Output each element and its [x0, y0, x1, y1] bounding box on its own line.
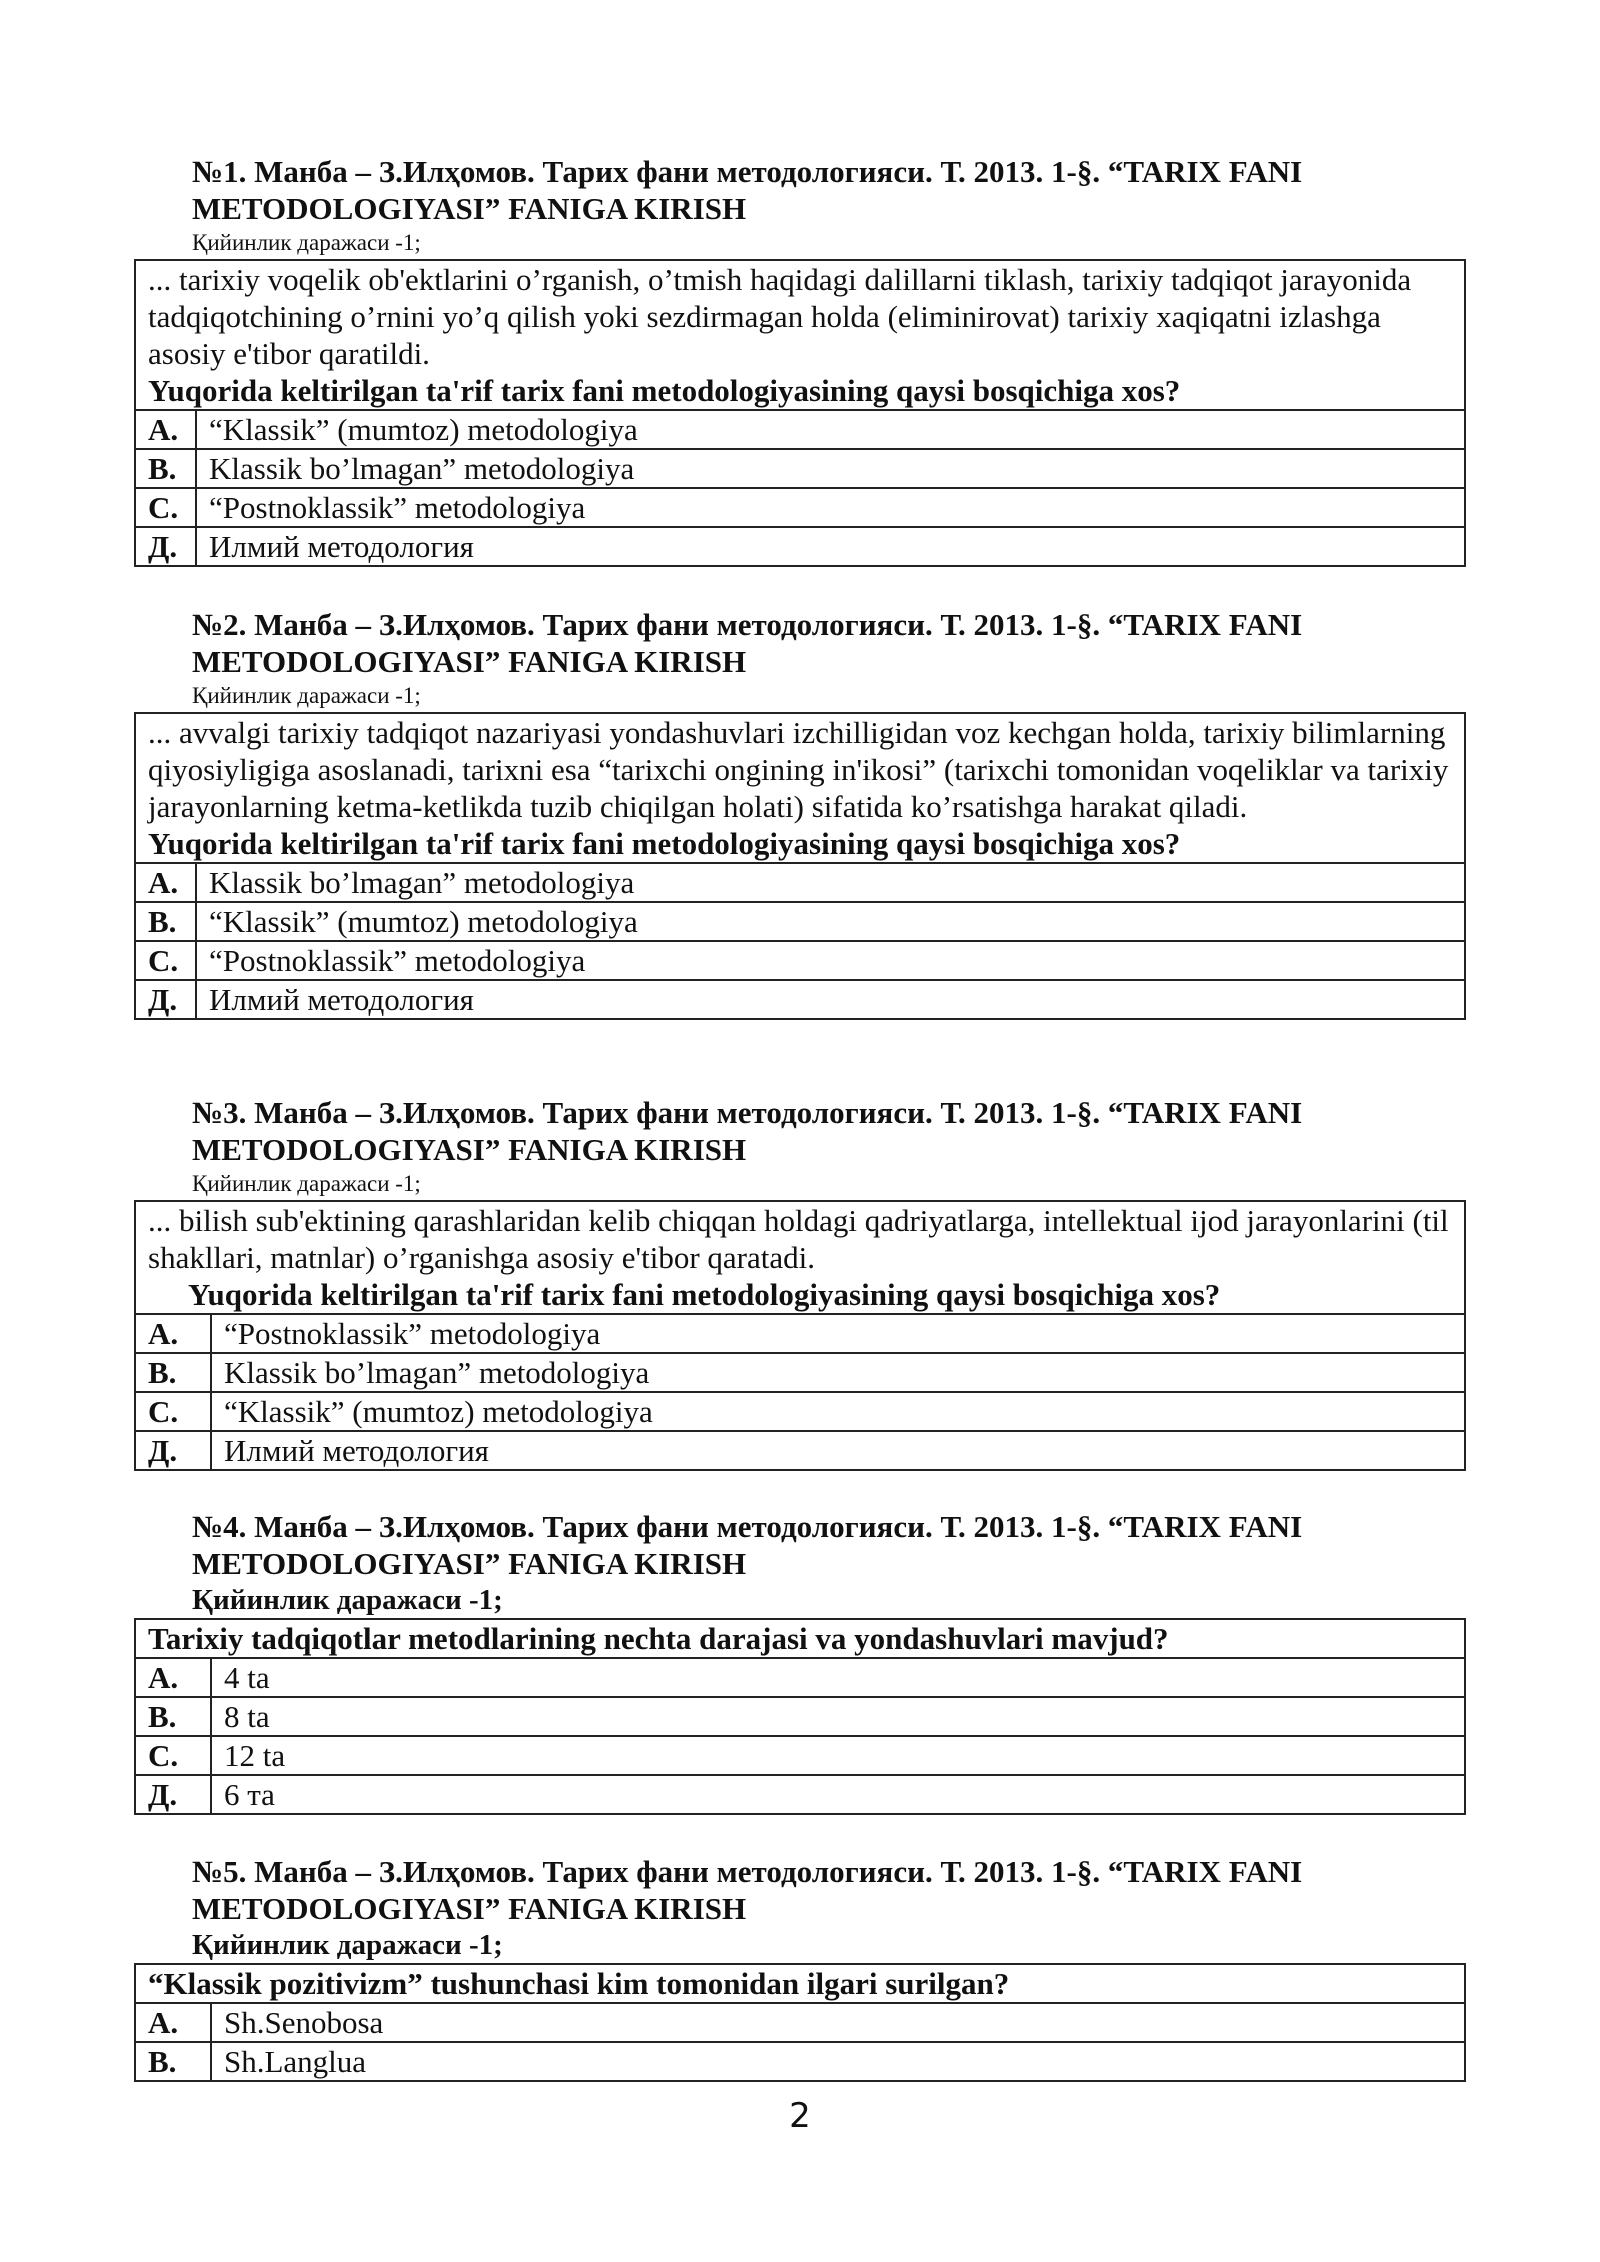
option-row[interactable]: [135, 449, 1465, 488]
option-letter: B.: [135, 1697, 211, 1736]
question-stem: [135, 1619, 1465, 1658]
question-prompt: Tarixiy tadqiqotlar metodlarining nechta darajasi va yondashuvlari mavjud?: [148, 1621, 1169, 1656]
option-letter: C.: [135, 1736, 211, 1775]
option-row[interactable]: [135, 941, 1465, 980]
option-text: “Postnoklassik” metodologiya: [196, 488, 1465, 527]
difficulty-label: Қийинлик даражаси -1;: [192, 1171, 421, 1196]
question-stem: ... avvalgi tarixiy tadqiqot nazariyasi yondashuvlari izchilligidan voz kechgan holda, tarixiy bilimlarning qiyosiyligiga asoslanadi, tarixni esa “tarixchi ongining in'ikosi” (tarixchi tomonidan voqeliklar va tarixiy jarayonlarning ketma-ketlikda tuzib chiqilgan holati) sifatida ko’rsatishga harakat qiladi. Yuqorida keltirilgan ta'rif tarix fani metodologiyasining qaysi bosqichiga xos?: [135, 713, 1465, 863]
option-text: 12 ta: [211, 1736, 1465, 1775]
option-letter: B.: [135, 2042, 211, 2081]
question-stem: ... bilish sub'ektining qarashlaridan kelib chiqqan holdagi qadriyatlarga, intellektual ijod jarayonlarini (til shakllari, matnlar) o’rganishga asosiy e'tibor qaratadi. Yuqorida keltirilgan ta'rif tarix fani metodologiyasining qaysi bosqichiga xos?: [135, 1201, 1465, 1314]
option-letter: A.: [135, 2003, 211, 2042]
option-text: Илмий методология: [196, 980, 1465, 1019]
option-letter: B.: [135, 1353, 211, 1392]
page-number: 2: [789, 2096, 811, 2136]
option-row[interactable]: [135, 1314, 1465, 1353]
option-row[interactable]: [135, 863, 1465, 902]
question-1: [134, 153, 1466, 567]
option-row[interactable]: [135, 1736, 1465, 1775]
question-title: №4. Манба – З.Илҳомов. Тарих фани методологияси. Т. 2013. 1-§. “TARIX FANI METODOLOGIYASI” FANIGA KIRISH: [192, 1509, 1303, 1581]
question-table: [134, 1963, 1466, 2082]
option-text: 4 ta: [211, 1658, 1465, 1697]
option-row[interactable]: [135, 1392, 1465, 1431]
option-text: Klassik bo’lmagan” metodologiya: [196, 863, 1465, 902]
difficulty-label: Қийинлик даражаси -1;: [192, 1929, 503, 1961]
option-letter: B.: [135, 902, 196, 941]
option-row[interactable]: [135, 1353, 1465, 1392]
question-3: [134, 1094, 1466, 1471]
question-prompt: Yuqorida keltirilgan ta'rif tarix fani metodologiyasining qaysi bosqichiga xos?: [148, 826, 1181, 861]
option-text: 8 ta: [211, 1697, 1465, 1736]
option-letter: Д.: [135, 1431, 211, 1470]
option-text: “Postnoklassik” metodologiya: [196, 941, 1465, 980]
option-text: “Klassik” (mumtoz) metodologiya: [196, 902, 1465, 941]
question-prompt: Yuqorida keltirilgan ta'rif tarix fani metodologiyasining qaysi bosqichiga xos?: [188, 1277, 1221, 1312]
question-4: [134, 1508, 1466, 1815]
option-letter: Д.: [135, 1775, 211, 1814]
question-5: [134, 1853, 1466, 2082]
question-table: [134, 712, 1466, 1020]
question-title: №2. Манба – З.Илҳомов. Тарих фани методологияси. Т. 2013. 1-§. “TARIX FANI METODOLOGIYASI” FANIGA KIRISH: [192, 607, 1303, 679]
question-title: №1. Манба – З.Илҳомов. Тарих фани методологияси. Т. 2013. 1-§. “TARIX FANI METODOLOGIYASI” FANIGA KIRISH: [192, 154, 1303, 226]
option-row[interactable]: [135, 980, 1465, 1019]
option-row[interactable]: [135, 1431, 1465, 1470]
option-row[interactable]: [135, 1697, 1465, 1736]
option-row[interactable]: [135, 1658, 1465, 1697]
difficulty-label: Қийинлик даражаси -1;: [192, 230, 421, 255]
option-text: Klassik bo’lmagan” metodologiya: [211, 1353, 1465, 1392]
question-table: [134, 1618, 1466, 1815]
question-stem: ... tarixiy voqelik ob'ektlarini o’rganish, o’tmish haqidagi dalillarni tiklash, tarixiy tadqiqot jarayonida tadqiqotchining o’rnini yo’q qilish yoki sezdirmagan holda (eliminirovat) tarixiy xaqiqatni izlashga asosiy e'tibor qaratildi. Yuqorida keltirilgan ta'rif tarix fani metodologiyasining qaysi bosqichiga xos?: [135, 260, 1465, 410]
option-letter: A.: [135, 410, 196, 449]
question-stem: [135, 1964, 1465, 2003]
option-text: Sh.Senobosa: [211, 2003, 1465, 2042]
option-row[interactable]: [135, 527, 1465, 566]
option-row[interactable]: [135, 410, 1465, 449]
option-row[interactable]: [135, 2003, 1465, 2042]
difficulty-label: Қийинлик даражаси -1;: [192, 683, 421, 708]
question-2: [134, 606, 1466, 1020]
option-row[interactable]: [135, 902, 1465, 941]
question-prompt: Yuqorida keltirilgan ta'rif tarix fani metodologiyasining qaysi bosqichiga xos?: [148, 373, 1181, 408]
question-title: №3. Манба – З.Илҳомов. Тарих фани методологияси. Т. 2013. 1-§. “TARIX FANI METODOLOGIYASI” FANIGA KIRISH: [192, 1095, 1303, 1167]
option-letter: A.: [135, 1658, 211, 1697]
option-letter: C.: [135, 488, 196, 527]
option-letter: A.: [135, 1314, 211, 1353]
option-letter: Д.: [135, 980, 196, 1019]
option-text: Илмий методология: [211, 1431, 1465, 1470]
difficulty-label: Қийинлик даражаси -1;: [192, 1584, 503, 1616]
option-text: “Klassik” (mumtoz) metodologiya: [196, 410, 1465, 449]
question-table: [134, 1200, 1466, 1471]
option-letter: Д.: [135, 527, 196, 566]
option-row[interactable]: [135, 2042, 1465, 2081]
option-row[interactable]: [135, 488, 1465, 527]
option-letter: C.: [135, 941, 196, 980]
option-letter: B.: [135, 449, 196, 488]
option-row[interactable]: [135, 1775, 1465, 1814]
option-text: Илмий методология: [196, 527, 1465, 566]
option-text: “Postnoklassik” metodologiya: [211, 1314, 1465, 1353]
option-letter: C.: [135, 1392, 211, 1431]
option-text: “Klassik” (mumtoz) metodologiya: [211, 1392, 1465, 1431]
option-text: Sh.Langlua: [211, 2042, 1465, 2081]
question-table: [134, 259, 1466, 567]
option-text: 6 та: [211, 1775, 1465, 1814]
question-title: №5. Манба – З.Илҳомов. Тарих фани методологияси. Т. 2013. 1-§. “TARIX FANI METODOLOGIYASI” FANIGA KIRISH: [192, 1854, 1303, 1926]
option-letter: A.: [135, 863, 196, 902]
question-prompt: “Klassik pozitivizm” tushunchasi kim tomonidan ilgari surilgan?: [148, 1966, 1010, 2001]
option-text: Klassik bo’lmagan” metodologiya: [196, 449, 1465, 488]
